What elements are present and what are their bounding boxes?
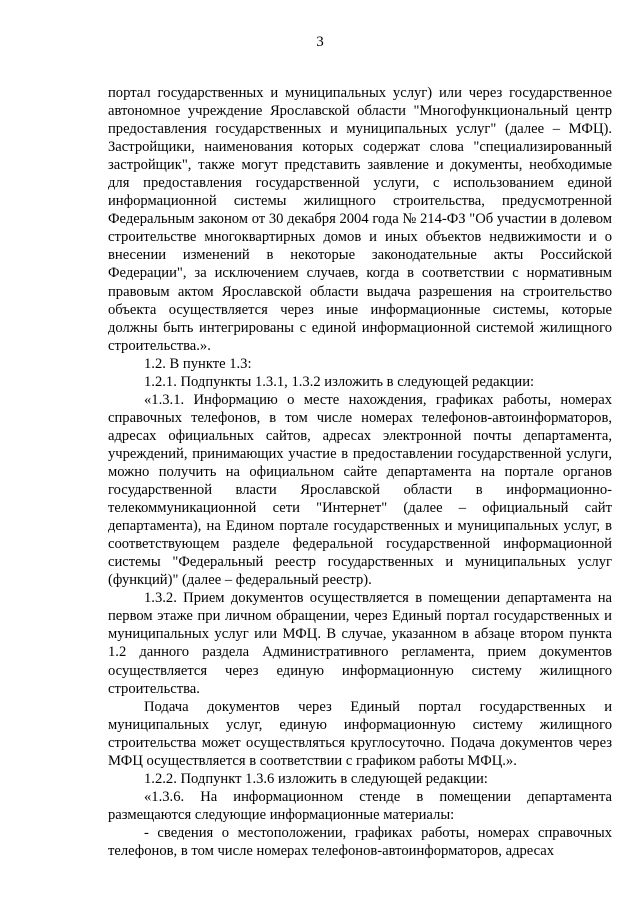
paragraph-item-1-3-2: 1.3.2. Прием документов осуществляется в помещении департамента на первом этаже при личном обращении, через Единый портал государственных и муниципальных услуг или МФЦ. В случае, указанном в абзаце втором пункта 1.2 данного раздела Административного регламента, прием документов осуществляется через единую информационную систему жилищного строительства.	[108, 590, 612, 697]
paragraph-portal-continuation: портал государственных и муниципальных услуг) или через государственное автономное учреждение Ярославской области "Многофункциональный центр предоставления государственных и муниципальных услуг" (далее – МФЦ). Застройщики, наименования которых содержат слова "специализированный застройщик", также могут представить заявление и документы, необходимые для предоставления государственной услуги, с использованием единой информационной системы жилищного строительства, предусмотренной Федеральным законом от 30 декабря 2004 года № 214-ФЗ "Об участии в долевом строительстве многоквартирных домов и иных объектов недвижимости и о внесении изменений в некоторые законодательные акты Российской Федерации", за исключением случаев, когда в соответствии с нормативным правовым актом Ярославской области выдача разрешения на строительство объекта осуществляется через иные информационные системы, которые должны быть интегрированы с единой информационной системой жилищного строительства.».	[108, 85, 612, 354]
paragraph-item-1-2-2: 1.2.2. Подпункт 1.3.6 изложить в следующей редакции:	[144, 770, 488, 787]
paragraph-item-1-3-1: «1.3.1. Информацию о месте нахождения, графиках работы, номерах справочных телефонов, в том числе номерах телефонов-автоинформаторов, адресах официальных сайтов, адресах электронной почты департамента, учреждений, принимающих участие в предоставлении государственной услуги, можно получить на официальном сайте департамента на портале органов государственной власти Ярославской области в информационно-телекоммуникационной сети "Интернет" (далее – официальный сайт департамента), на Едином портале государственных и муниципальных услуг, в соответствующем разделе федеральной государственной информационной системы "Федеральный реестр государственных и муниципальных услуг (функций)" (далее – федеральный реестр).	[108, 391, 612, 589]
page-number: 3	[316, 34, 324, 50]
paragraph-item-1-2-1: 1.2.1. Подпункты 1.3.1, 1.3.2 изложить в следующей редакции:	[144, 373, 535, 390]
paragraph-submission: Подача документов через Единый портал государственных и муниципальных услуг, единую информационную систему жилищного строительства может осуществляться круглосуточно. Подача документов через МФЦ осуществляется в соответствии с графиком работы МФЦ.».	[108, 698, 612, 769]
paragraph-item-1-2: 1.2. В пункте 1.3:	[144, 355, 252, 372]
document-body	[108, 84, 612, 860]
paragraph-location-info: - сведения о местоположении, графиках работы, номерах справочных телефонов, в том числе номерах телефонов-автоинформаторов, адресах	[108, 824, 612, 859]
paragraph-item-1-3-6: «1.3.6. На информационном стенде в помещении департамента размещаются следующие информационные материалы:	[108, 788, 612, 823]
